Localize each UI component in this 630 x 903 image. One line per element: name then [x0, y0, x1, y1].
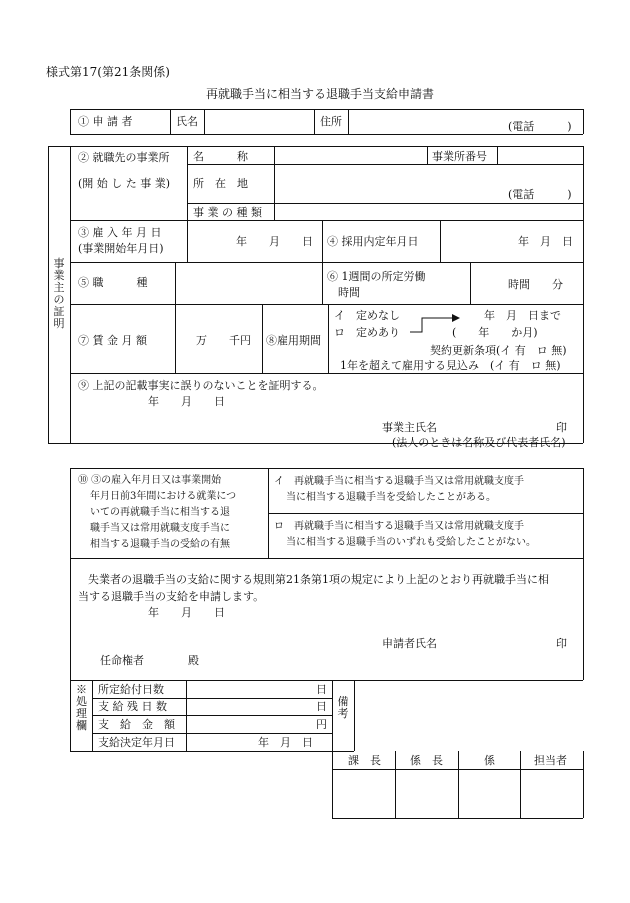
appointing-authority: 任命権者 殿 [100, 654, 199, 667]
employment-period-label: ⑧雇用期間 [266, 334, 321, 347]
form-number: 様式第17(第21条関係) [46, 65, 170, 79]
history-option-a-1: イ 再就職手当に相当する退職手当又は常用就職支度手 [274, 476, 524, 487]
office-number-label: 事業所番号 [432, 150, 487, 163]
weekly-hours-label-2: 時間 [338, 286, 360, 299]
history-question-4: 職手当又は常用就職支度手当に [90, 523, 230, 534]
history-question-5: 相当する退職手当の受給の有無 [90, 539, 230, 550]
employer-side-label: 事業主の証明 [53, 257, 65, 330]
offer-date-label: ④ 採用内定年月日 [327, 235, 419, 248]
workplace-name-label: 名 称 [193, 150, 248, 163]
history-option-b-2: 当に相当する退職手当のいずれも受給したことがない。 [286, 537, 536, 548]
processing-row-unit: 円 [316, 718, 327, 731]
corp-note: (法人のときは名称及び代表者氏名) [392, 436, 566, 449]
certify-statement: ⑨ 上記の記載事実に誤りのないことを証明する。 [78, 379, 324, 392]
processing-row-unit: 日 [316, 683, 327, 696]
history-option-a-2: 当に相当する退職手当を受給したことがある。 [286, 492, 496, 503]
employer-seal: 印 [556, 421, 567, 434]
workplace-label: ② 就職先の事業所 [78, 151, 170, 164]
business-type-label: 事 業 の 種 類 [193, 206, 262, 219]
weekly-hours-label: ⑥ 1週間の所定労働 [327, 270, 426, 283]
period-none: イ 定めなし [334, 309, 400, 322]
processing-row-label: 支 給 金 額 [98, 718, 175, 731]
stamp-header: 係 [484, 754, 495, 767]
applicant-address-label: 住所 [320, 115, 342, 128]
applicant-phone: (電話 ) [508, 120, 572, 133]
over-one-year: 1年を超えて雇用する見込み (イ 有 ロ 無) [340, 359, 561, 372]
stamp-header: 係 長 [410, 754, 443, 767]
period-months: ( 年 か月) [452, 326, 538, 339]
form-title: 再就職手当に相当する退職手当支給申請書 [206, 87, 435, 101]
job-type-label: ⑤ 職 種 [78, 276, 148, 289]
remarks-label: 備考 [337, 695, 349, 720]
history-question-3: いての再就職手当に相当する退 [90, 507, 230, 518]
applicant-seal: 印 [556, 637, 567, 650]
application-statement-2: 当する退職手当の支給を申請します。 [78, 590, 265, 603]
renewal-clause: 契約更新条項(イ 有 ロ 無) [430, 344, 567, 357]
period-until: 年 月 日まで [484, 309, 561, 322]
hire-date-label: ③ 雇 入 年 月 日 [78, 226, 162, 239]
workplace-phone: (電話 ) [508, 188, 572, 201]
processing-row-unit: 日 [316, 700, 327, 713]
processing-row-label: 所定給付日数 [98, 683, 164, 696]
workplace-sub-label: (開 始 し た 事 業) [78, 177, 171, 190]
applicant-signature-label: 申請者氏名 [382, 637, 437, 650]
application-date: 年 月 日 [148, 606, 225, 619]
hire-date-value: 年 月 日 [236, 235, 313, 248]
employer-name-label: 事業主氏名 [382, 421, 437, 434]
processing-row-label: 支給決定年月日 [98, 736, 175, 749]
history-question-1: ⑩ ③の雇入年月日又は事業開始 [78, 475, 222, 486]
applicant-name-label: 氏名 [176, 115, 198, 128]
offer-date-value: 年 月 日 [518, 235, 573, 248]
certify-date: 年 月 日 [148, 395, 225, 408]
weekly-hours-value: 時間 分 [508, 278, 563, 291]
wage-label: ⑦ 賃 金 月 額 [78, 334, 147, 347]
wage-value: 万 千円 [196, 334, 251, 347]
hire-date-sub-label: (事業開始年月日) [78, 242, 164, 255]
processing-mark: ※処理欄 [76, 683, 87, 732]
application-statement-1: 失業者の退職手当の支給に関する規則第21条第1項の規定により上記のとおり再就職手当に相 [88, 573, 549, 586]
location-label: 所 在 地 [193, 177, 248, 190]
processing-row-label: 支 給 残 日 数 [98, 700, 167, 713]
processing-row-unit: 年 月 日 [258, 736, 313, 749]
stamp-header: 担当者 [534, 754, 567, 767]
stamp-header: 課 長 [348, 754, 381, 767]
history-question-2: 年月日前3年間における就業につ [90, 491, 237, 502]
period-fixed: ロ 定めあり [334, 326, 400, 339]
applicant-label: ① 申 請 者 [78, 115, 133, 128]
history-option-b-1: ロ 再就職手当に相当する退職手当又は常用就職支度手 [274, 521, 524, 532]
